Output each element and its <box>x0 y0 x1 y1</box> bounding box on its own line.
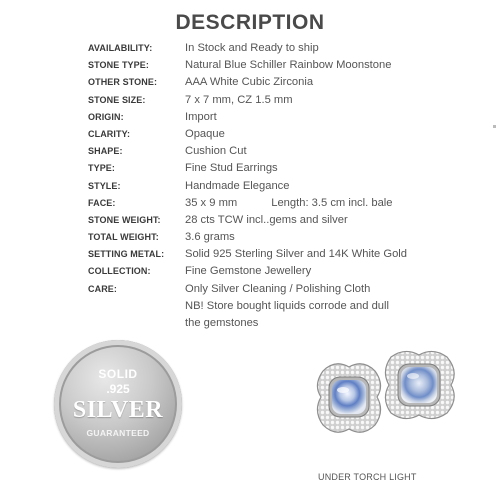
spec-value: Handmade Elegance <box>185 179 290 192</box>
badge-line-silver: SILVER <box>72 397 164 423</box>
earring-left <box>317 364 380 432</box>
spec-row-other-stone <box>88 74 488 91</box>
badge-line-925: .925 <box>106 382 130 396</box>
spec-label: TYPE: <box>88 163 116 174</box>
spec-value-size: 35 x 9 mm <box>185 196 238 209</box>
spec-label: ORIGIN: <box>88 111 124 122</box>
spec-label: AVAILABILITY: <box>88 43 153 53</box>
spec-label: STONE SIZE: <box>88 94 146 105</box>
spec-row-style <box>88 178 488 195</box>
spec-label: STYLE: <box>88 180 121 191</box>
spec-label: SHAPE: <box>88 146 123 157</box>
spec-row-care-note-1 <box>88 298 488 315</box>
spec-row-care-note-2 <box>88 315 488 332</box>
spec-label: OTHER STONE: <box>88 77 158 88</box>
solid-silver-badge <box>54 340 182 468</box>
spec-row-stone-size <box>88 92 488 109</box>
spec-value: NB! Store bought liquids corrode and dull <box>185 299 389 312</box>
spec-value: Only Silver Cleaning / Polishing Cloth <box>185 282 371 295</box>
spec-value: Solid 925 Sterling Silver and 14K White Gold <box>185 248 408 261</box>
spec-row-availability <box>88 40 488 57</box>
spec-label: COLLECTION: <box>88 266 151 277</box>
specification-list <box>88 40 488 332</box>
spec-label: STONE WEIGHT: <box>88 214 161 225</box>
spec-row-shape <box>88 143 488 160</box>
spec-value: Opaque <box>185 127 225 140</box>
spec-value: In Stock and Ready to ship <box>185 42 319 54</box>
stray-mark <box>493 125 496 128</box>
spec-row-care <box>88 281 488 298</box>
spec-row-face <box>88 195 488 212</box>
spec-value: Natural Blue Schiller Rainbow Moonstone <box>185 59 392 72</box>
earrings-photo <box>285 345 485 463</box>
earring-right <box>385 351 454 418</box>
badge-line-solid: SOLID <box>98 367 138 381</box>
spec-label: FACE: <box>88 197 116 208</box>
spec-value: 7 x 7 mm, CZ 1.5 mm <box>185 93 293 106</box>
spec-value: Import <box>185 110 217 123</box>
spec-row-stone-type <box>88 57 488 74</box>
spec-value: 3.6 grams <box>185 231 235 244</box>
spec-value: AAA White Cubic Zirconia <box>185 76 314 89</box>
spec-value: Fine Stud Earrings <box>185 162 278 175</box>
spec-row-total-weight <box>88 229 488 246</box>
badge-line-guaranteed: GUARANTEED <box>86 428 150 438</box>
spec-label: CARE: <box>88 283 117 294</box>
page-title: DESCRIPTION <box>175 11 325 34</box>
spec-value: the gemstones <box>185 317 259 329</box>
spec-label: SETTING METAL: <box>88 249 165 260</box>
spec-row-origin <box>88 109 488 126</box>
spec-value: Fine Gemstone Jewellery <box>185 265 312 278</box>
spec-label: TOTAL WEIGHT: <box>88 232 159 243</box>
spec-value: Cushion Cut <box>185 145 247 158</box>
spec-row-collection <box>88 263 488 280</box>
spec-row-setting-metal <box>88 246 488 263</box>
spec-value <box>185 195 393 212</box>
spec-row-clarity <box>88 126 488 143</box>
spec-label: STONE TYPE: <box>88 60 149 71</box>
spec-value-length: Length: 3.5 cm incl. bale <box>271 196 393 209</box>
photo-caption: UNDER TORCH LIGHT <box>318 472 417 482</box>
spec-row-stone-weight <box>88 212 488 229</box>
spec-value: 28 cts TCW incl..gems and silver <box>185 213 348 226</box>
spec-label: CLARITY: <box>88 128 131 139</box>
spec-row-type <box>88 160 488 177</box>
